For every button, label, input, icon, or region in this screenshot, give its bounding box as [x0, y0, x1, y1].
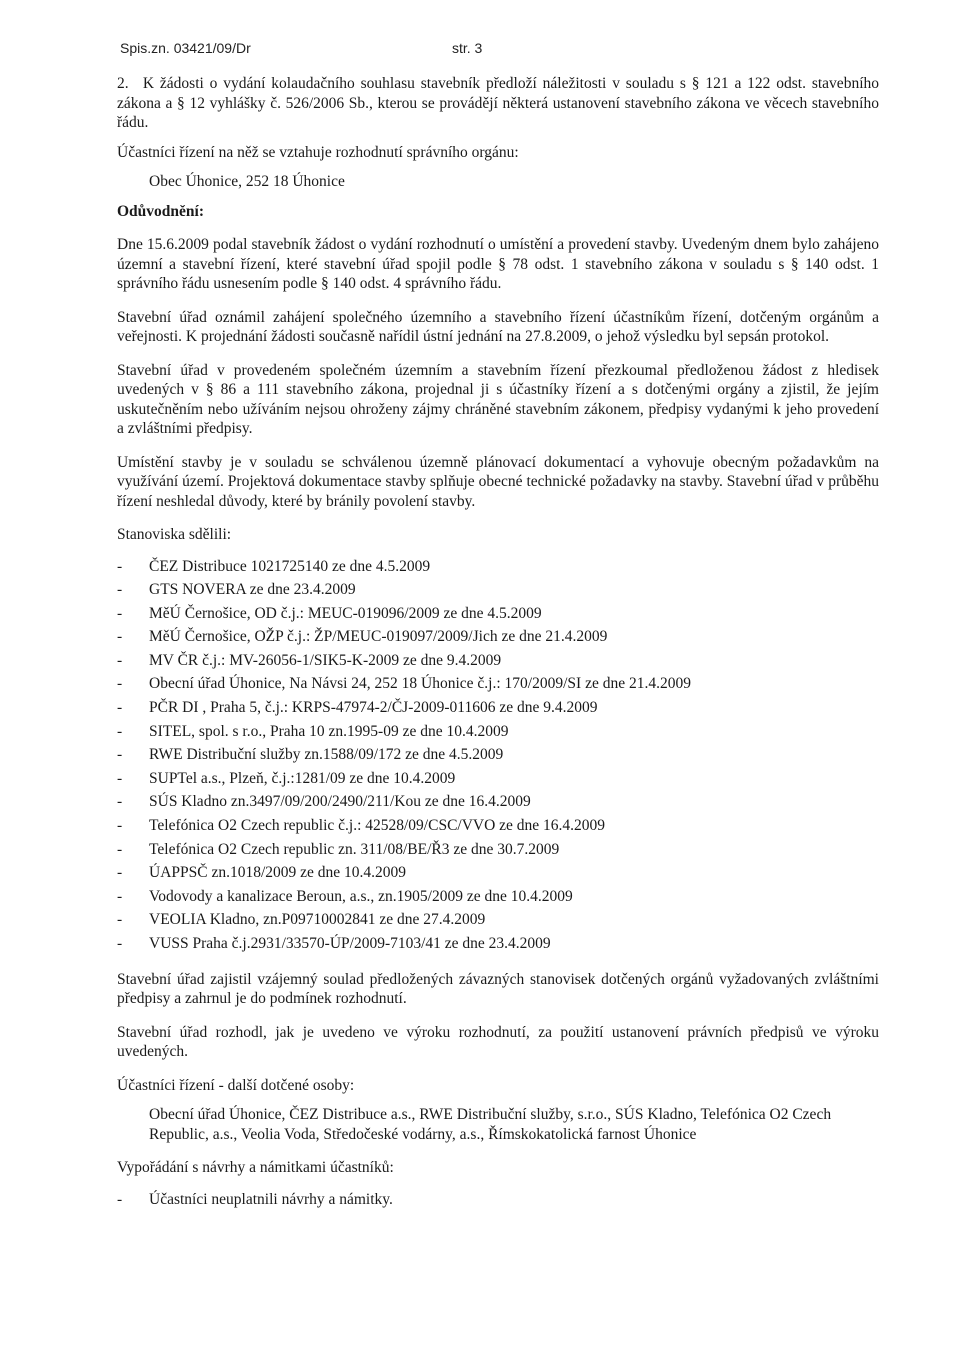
dash-marker: - [117, 699, 123, 717]
opinion-item [117, 814, 879, 838]
opinion-text: VUSS Praha č.j.2931/33570-ÚP/2009-7103/41 ze dne 23.4.2009 [149, 935, 551, 952]
dash-marker: - [117, 1190, 123, 1208]
dash-marker: - [117, 817, 123, 835]
dash-marker: - [117, 581, 123, 599]
opinion-text: Telefónica O2 Czech republic zn. 311/08/BE/Ř3 ze dne 30.7.2009 [149, 840, 560, 858]
opinion-text: MěÚ Černošice, OŽP č.j.: ŽP/MEUC-019097/2009/Jich ze dne 21.4.2009 [149, 628, 608, 646]
opinion-text: PČR DI , Praha 5, č.j.: KRPS-47974-2/ČJ-2009-011606 ze dne 9.4.2009 [149, 699, 598, 717]
reasoning-paragraph: Dne 15.6.2009 podal stavebník žádost o vydání rozhodnutí o umístění a provedení stavby. Uvedeným dnem bylo zahájeno územní a stavební řízení, které stavební úřad spojil podle § 78 odst. 1 stavebního zákona v souladu s § 140 odst. 1 správního řádu usnesením podle § 140 odst. 4 správního řádu. [117, 236, 879, 292]
dash-marker: - [117, 651, 123, 669]
opinion-text: SÚS Kladno zn.3497/09/200/2490/211/Kou ze dne 16.4.2009 [149, 793, 531, 811]
opinion-text: VEOLIA Kladno, zn.P09710002841 ze dne 27.4.2009 [149, 911, 486, 929]
closing-paragraph: Stavební úřad zajistil vzájemný soulad předložených závazných stanovisek dotčených orgánů vyžadovaných zvláštními předpisy a zahrnul je do podmínek rozhodnutí. [117, 970, 879, 1008]
dash-marker: - [117, 887, 123, 905]
opinion-text: SITEL, spol. s r.o., Praha 10 zn.1995-09 ze dne 10.4.2009 [149, 722, 509, 740]
document-body [117, 74, 879, 1225]
dash-marker: - [117, 604, 123, 622]
opinion-item [117, 555, 879, 579]
opinion-item [117, 767, 879, 791]
opinion-text: Telefónica O2 Czech republic č.j.: 42528/09/CSC/VVO ze dne 16.4.2009 [149, 817, 606, 835]
opinion-text: SUPTel a.s., Plzeň, č.j.:1281/09 ze dne 10.4.2009 [149, 769, 456, 787]
opinion-text: MV ČR č.j.: MV-26056-1/SIK5-K-2009 ze dne 9.4.2009 [149, 651, 502, 669]
opinion-item [117, 861, 879, 885]
opinion-item [117, 838, 879, 862]
opinion-text: ÚAPPSČ zn.1018/2009 ze dne 10.4.2009 [149, 864, 407, 882]
opinion-item [117, 602, 879, 626]
dash-marker: - [117, 911, 123, 929]
closing-paragraph: Stavební úřad rozhodl, jak je uvedeno ve výroku rozhodnutí, za použití ustanovení právních předpisů ve výroku uvedených. [117, 1023, 879, 1061]
opinion-item [117, 790, 879, 814]
dash-marker: - [117, 628, 123, 646]
list-item [117, 1188, 879, 1212]
opinion-item [117, 743, 879, 767]
reasoning-paragraph: Umístění stavby je v souladu se schválenou územně plánovací dokumentací a vyhovuje obecným požadavkům na využívání území. Projektová dokumentace stavby splňuje obecné technické požadavky na stavby. Stavební úřad v průběhu řízení neshledal důvody, které by bránily povolení stavby. [117, 453, 879, 510]
opinion-item [117, 720, 879, 744]
opinion-item [117, 649, 879, 673]
opinion-text: MěÚ Černošice, OD č.j.: MEUC-019096/2009 ze dne 4.5.2009 [149, 604, 542, 622]
other-participants-label: Účastníci řízení - další dotčené osoby: [117, 1076, 355, 1094]
page-number: str. 3 [452, 40, 483, 56]
opinions-label: Stanoviska sdělili: [117, 526, 232, 543]
dash-marker: - [117, 864, 123, 882]
reasoning-paragraph: Stavební úřad v provedeném společném územním a stavebním řízení přezkoumal předloženou žádost z hledisek uvedených v § 86 a 111 stavebního zákona, projednal ji s účastníky řízení a s dotčenými orgány a zjistil, že jejím uskutečněním nebo užíváním nejsou ohroženy zájmy chráněné stavebním zákonem, předpisy vydanými k jeho provedení a zvláštními předpisy. [117, 361, 879, 437]
dash-marker: - [117, 840, 123, 858]
dash-marker: - [117, 746, 123, 764]
dash-marker: - [117, 557, 123, 575]
participants-intro: Účastníci řízení na něž se vztahuje rozhodnutí správního orgánu: [117, 143, 519, 161]
dash-marker: - [117, 793, 123, 811]
opinion-item [117, 932, 879, 956]
objections-label: Vypořádání s návrhy a námitkami účastníků: [117, 1159, 394, 1177]
opinion-text: Vodovody a kanalizace Beroun, a.s., zn.1905/2009 ze dne 10.4.2009 [149, 887, 573, 905]
opinion-item [117, 578, 879, 602]
opinion-item [117, 908, 879, 932]
dash-marker: - [117, 935, 123, 952]
condition-item-2 [117, 74, 879, 133]
objections-list [117, 1188, 879, 1212]
reasoning-paragraph: Stavební úřad oznámil zahájení společného územního a stavebního řízení účastníkům řízení, dotčeným orgánům a veřejnosti. K projednání žádosti současně nařídil ústní jednání na 27.8.2009, o jehož výsledku byl sepsán protokol. [117, 308, 879, 345]
opinion-text: Obecní úřad Úhonice, Na Návsi 24, 252 18 Úhonice č.j.: 170/2009/SI ze dne 21.4.2009 [149, 675, 691, 693]
dash-marker: - [117, 722, 123, 740]
item-text: K žádosti o vydání kolaudačního souhlasu stavebník předloží náležitosti v souladu s § 121 a 122 odst. stavebního zákona a § 12 vyhlášky č. 526/2006 Sb., kterou se provádějí některá ustanovení stavebního zákona ve věcech stavebního řádu. [117, 75, 879, 131]
dash-marker: - [117, 769, 123, 787]
file-reference: Spis.zn. 03421/09/Dr [120, 40, 251, 56]
opinion-text: GTS NOVERA ze dne 23.4.2009 [149, 581, 356, 599]
dash-marker: - [117, 675, 123, 693]
participant-entry: Obec Úhonice, 252 18 Úhonice [149, 173, 345, 190]
opinion-item [117, 696, 879, 720]
opinion-item [117, 625, 879, 649]
item-number: 2. [117, 75, 129, 92]
opinions-list [117, 555, 879, 956]
opinion-text: ČEZ Distribuce 1021725140 ze dne 4.5.2009 [149, 557, 431, 575]
opinion-item [117, 885, 879, 909]
opinion-item [117, 672, 879, 696]
objections-text: Účastníci neuplatnili návrhy a námitky. [149, 1190, 393, 1208]
reasoning-heading: Odůvodnění: [117, 202, 205, 220]
other-participants-list: Obecní úřad Úhonice, ČEZ Distribuce a.s., RWE Distribuční služby, s.r.o., SÚS Kladno, Telefónica O2 Czech Republic, a.s., Veolia Voda, Středočeské vodárny, a.s., Římskokatolická farnost Úhonice [149, 1106, 832, 1143]
opinion-text: RWE Distribuční služby zn.1588/09/172 ze dne 4.5.2009 [149, 746, 504, 764]
